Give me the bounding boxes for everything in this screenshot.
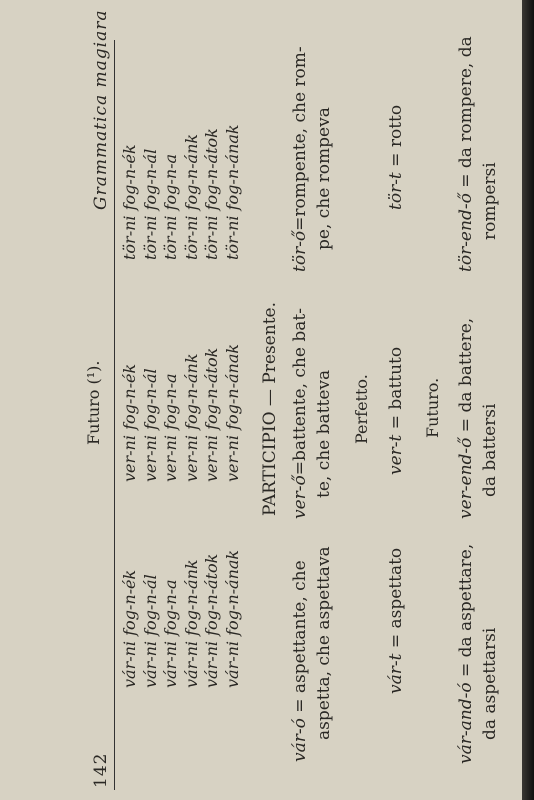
participle-gloss: =rompente, che rom- [290, 46, 310, 231]
participle-entry [388, 347, 405, 475]
participle-form: ver-ő [290, 475, 310, 519]
conjugation-form: ver-ni fog-n-a [161, 373, 180, 482]
participle-gloss: = da battere, [456, 317, 476, 438]
participle-form: vár-and-ó [456, 682, 476, 764]
participle-form: tör-end-ő [456, 193, 476, 272]
future-title: Futuro (¹). [84, 360, 103, 445]
participle-gloss-cont: aspetta, che aspettava [314, 546, 334, 740]
participle-gloss: = rotto [386, 104, 406, 173]
conjugation-form: ver-ni fog-n-ának [222, 343, 242, 482]
conjugation-form: vár-ni fog-n-ál [140, 574, 160, 688]
conjugation-form: ver-ni fog-n-átok [202, 347, 221, 482]
perfect-heading: Perfetto. [352, 374, 371, 444]
participle-gloss-cont: pe, che rompeva [314, 107, 334, 250]
future-column-ver [120, 344, 243, 482]
participle-entry [292, 560, 309, 762]
participle-gloss: = da rompere, da [456, 36, 476, 194]
participle-gloss: =battente, che bat- [290, 308, 310, 476]
conjugation-form: tör-ni fog-n-ék [120, 144, 139, 260]
conjugation-form: vár-ni fog-n-ánk [181, 559, 201, 688]
participle-gloss: = da aspettare, [456, 543, 476, 683]
future-column-var [120, 550, 243, 688]
participle-entry [458, 318, 475, 519]
conjugation-form: vár-ni fog-n-átok [202, 553, 221, 688]
participle-gloss: = battuto [386, 346, 406, 435]
participle-form: ver-end-ő [456, 437, 476, 519]
participle-form: tör-t [386, 172, 406, 210]
future-participle-heading: Futuro. [423, 377, 442, 438]
conjugation-form: ver-ni fog-n-ánk [181, 353, 201, 482]
conjugation-form: ver-ni fog-n-ál [140, 368, 160, 482]
participle-entry [458, 36, 475, 272]
future-column-tor [120, 124, 243, 260]
participle-gloss-cont: rompersi [480, 162, 500, 240]
participle-entry [388, 548, 405, 694]
participle-entry [292, 308, 309, 519]
participle-entry [388, 105, 405, 210]
participle-gloss-cont: da aspettarsi [480, 627, 500, 740]
running-title: Grammatica magiara [91, 9, 111, 210]
participle-gloss: = aspettato [386, 547, 406, 654]
participle-gloss-cont: da battersi [480, 403, 500, 497]
conjugation-form: vár-ni fog-n-ának [222, 549, 242, 688]
conjugation-form: tör-ni fog-n-ál [140, 148, 160, 260]
participle-gloss: = aspettante, che [290, 560, 310, 719]
conjugation-form: tör-ni fog-n-a [161, 153, 180, 260]
conjugation-form: ver-ni fog-n-ék [120, 363, 139, 482]
book-edge-shadow [522, 0, 534, 800]
participle-form: ver-t [386, 434, 406, 475]
participle-gloss-cont: te, che batteva [314, 369, 334, 498]
header-rule [114, 40, 115, 790]
participle-form: vár-ó [290, 718, 310, 762]
conjugation-form: tör-ni fog-n-ánk [181, 133, 201, 260]
participle-entry [292, 46, 309, 272]
page-number: 142 [91, 752, 111, 788]
conjugation-form: vár-ni fog-n-a [161, 579, 180, 688]
participle-entry [458, 544, 475, 764]
participle-form: tör-ő [290, 230, 310, 272]
participle-form: vár-t [386, 653, 406, 694]
conjugation-form: vár-ni fog-n-ék [120, 569, 139, 688]
conjugation-form: tör-ni fog-n-átok [202, 128, 221, 260]
participio-heading: PARTICIPIO — Presente. [260, 302, 280, 516]
conjugation-form: tör-ni fog-n-ának [222, 124, 242, 260]
